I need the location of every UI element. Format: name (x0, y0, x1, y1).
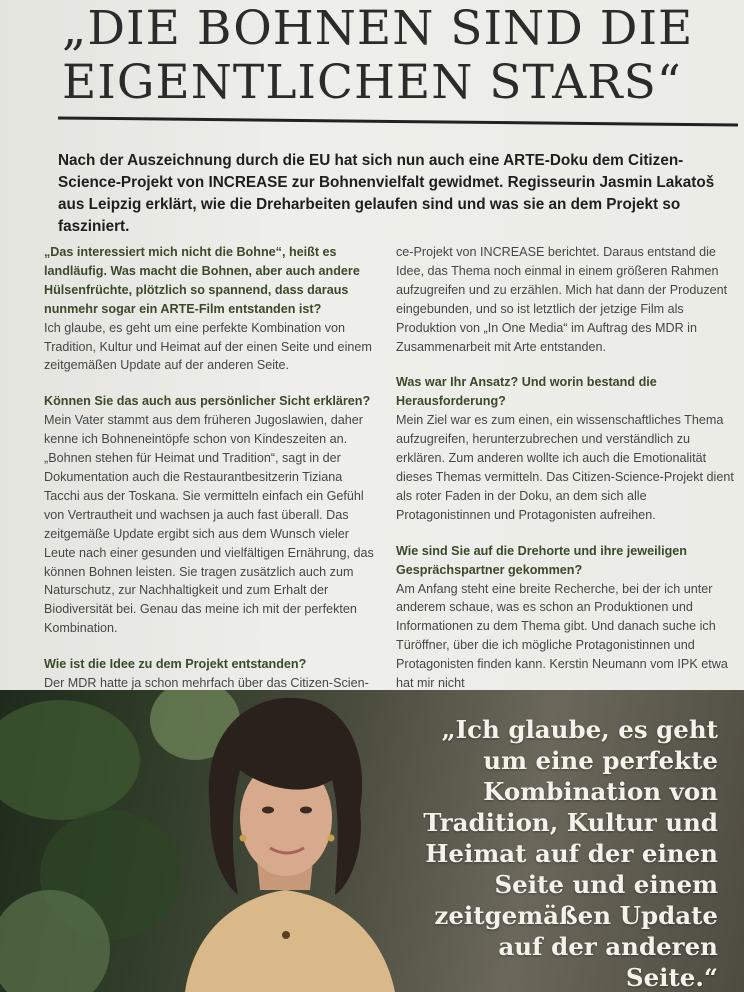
answer-3-continued: ce-Projekt von INCREASE berichtet. Daraus entstand die Idee, das Thema noch einmal in einem größeren Rahmen aufzugreifen und zu erzählen. Mich hat dann der Produzent eingebunden, und so ist letztlich der jetzige Film als Produktion von „In One Media“ im Auftrag des MDR in Zusammenarbeit mit Arte entstanden. (396, 245, 728, 354)
pull-quote: „Ich glaube, es geht um eine perfekte Kombination von Tradition, Kultur und Heimat auf der einen Seite und einem zeitgemäßen Update auf der anderen Seite.“ (423, 715, 718, 992)
question-1: „Das interessiert mich nicht die Bohne“, heißt es landläufig. Was macht die Bohnen, aber auch andere Hülsenfrüchte, plötzlich so spannend, dass daraus nunmehr sogar ein ARTE-Film entstanden ist? (44, 245, 360, 316)
answer-2: Mein Vater stammt aus dem früheren Jugoslawien, daher kenne ich Bohneneintöpfe schon von Kindeszeiten an. „Bohnen stehen für Heimat und Tradition“, sagt in der Dokumentation auch die Restaurantbesitzerin Tiziana Tacchi aus der Toskana. Sie vermitteln einfach ein Gefühl von Vertrautheit und wachsen ja auch fast überall. Das zeitgemäße Update ergibt sich aus dem Wunsch vieler Leute nach einer gesunden und vielfältigen Ernährung, das können Bohnen leisten. Sie tragen zusätzlich auch zum Naturschutz, zur Nachhaltigkeit und zum Erhalt der Biodiversität bei. Genau das meine ich mit der perfekten Kombination. (44, 413, 374, 636)
lead-paragraph: Nach der Auszeichnung durch die EU hat sich nun auch eine ARTE-Doku dem Citizen-Science-Projekt von INCREASE zur Bohnenvielfalt gewidmet. Regisseurin Jasmin Lakatoš aus Leipzig erklärt, wie die Dreharbeiten gelaufen sind und was sie an dem Projekt so fasziniert. (58, 152, 715, 235)
left-column (44, 243, 379, 693)
headline-rule (58, 116, 738, 126)
portrait-photo (0, 690, 744, 992)
headline: „DIE BOHNEN SIND DIE EIGENTLICHEN STARS“ (62, 1, 694, 110)
answer-5: Am Anfang steht eine breite Recherche, bei der ich unter anderem schaue, was es schon an Produktionen und Informationen zu dem Thema gibt. Und danach suche ich Türöffner, über die ich mögliche Protagonistinnen und Protagonisten finden kann. Kerstin Neumann vom IPK etwa hat mir nicht (396, 581, 728, 691)
question-4: Was war Ihr Ansatz? Und worin bestand die Herausforderung? (396, 375, 657, 409)
right-column (396, 243, 738, 693)
answer-1: Ich glaube, es geht um eine perfekte Kombination von Tradition, Kultur und Heimat auf der einen Seite und einem zeitgemäßen Update auf der anderen Seite. (44, 320, 372, 373)
question-2: Können Sie das auch aus persönlicher Sicht erklären? (44, 394, 371, 409)
answer-3-start: Der MDR hatte ja schon mehrfach über das Citizen-Scien- (44, 676, 369, 691)
question-5: Wie sind Sie auf die Drehorte und ihre jeweiligen Gesprächspartner gekommen? (396, 543, 687, 577)
answer-4: Mein Ziel war es zum einen, ein wissenschaftliches Thema aufzugreifen, herunterzubrechen und verständlich zu erklären. Zum anderen wollte ich auch die Emotionalität dieses Themas vermitteln. Das Citizen-Science-Projekt dient als roter Faden in der Doku, an dem sich alle Protagonistinnen und Protagonisten aufreihen. (396, 413, 734, 522)
question-3: Wie ist die Idee zu dem Projekt entstanden? (44, 657, 307, 672)
